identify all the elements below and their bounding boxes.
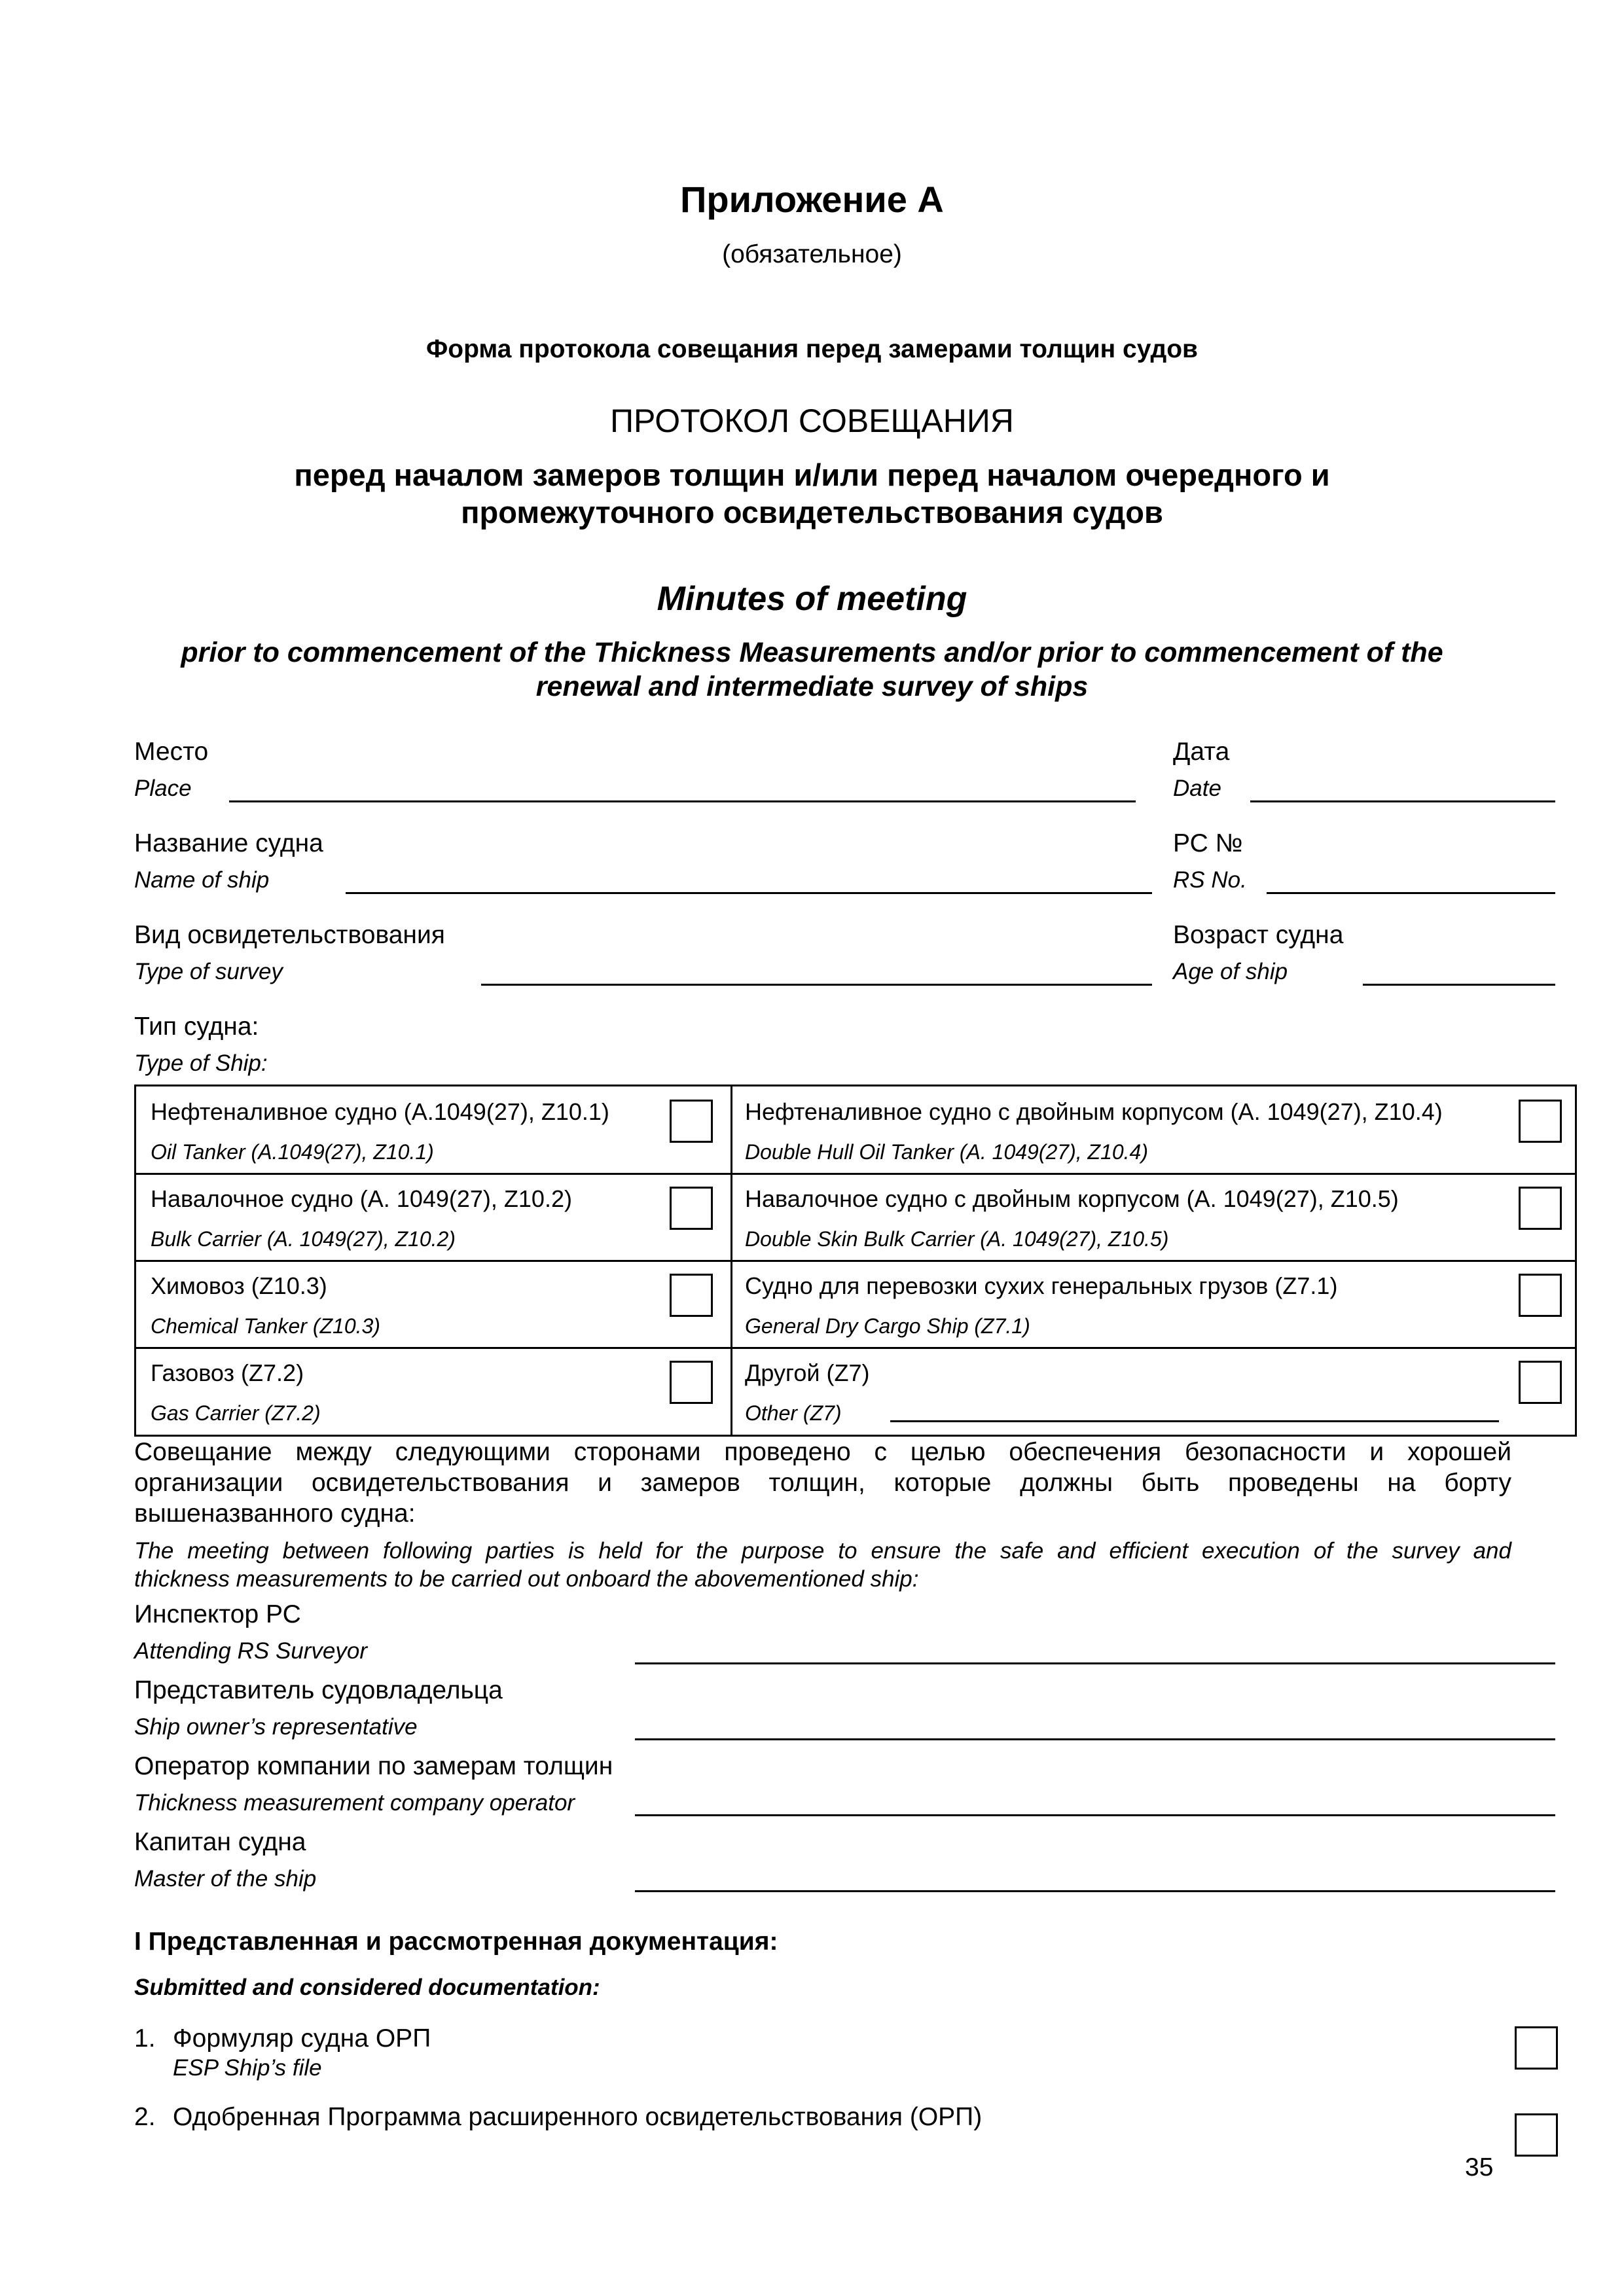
place-label-en: Place bbox=[134, 776, 192, 801]
ship-name-field[interactable] bbox=[346, 892, 1152, 894]
ship-age-field[interactable] bbox=[1363, 984, 1555, 986]
date-field[interactable] bbox=[1250, 800, 1555, 802]
documentation-heading-ru: I Представленная и рассмотренная документация: bbox=[134, 1928, 778, 1956]
subtitle-ru-line2: промежуточного освидетельствования судов bbox=[461, 495, 1163, 529]
ship-type-general-cargo-ru: Судно для перевозки сухих генеральных грузов (Z7.1) bbox=[745, 1272, 1338, 1299]
ship-type-general-cargo-en: General Dry Cargo Ship (Z7.1) bbox=[745, 1314, 1030, 1338]
ship-type-double-hull-en: Double Hull Oil Tanker (A. 1049(27), Z10.4) bbox=[745, 1140, 1148, 1164]
master-field[interactable] bbox=[635, 1890, 1555, 1892]
subtitle-en-line1: prior to commencement of the Thickness Measurements and/or prior to commencement of the bbox=[181, 637, 1443, 668]
ship-type-label-en: Type of Ship: bbox=[134, 1050, 268, 1076]
doc-item-2-ru: Одобренная Программа расширенного освидетельствования (ОРП) bbox=[173, 2103, 983, 2131]
party-master-en: Master of the ship bbox=[134, 1866, 317, 1892]
tm-operator-field[interactable] bbox=[635, 1814, 1555, 1816]
place-field[interactable] bbox=[229, 800, 1136, 802]
ship-type-gas-carrier-en: Gas Carrier (Z7.2) bbox=[151, 1401, 321, 1425]
page-number: 35 bbox=[1465, 2153, 1494, 2181]
doc-item-2-number: 2. bbox=[134, 2103, 156, 2131]
table-row-divider bbox=[136, 1173, 1575, 1175]
form-title: Форма протокола совещания перед замерами толщин судов bbox=[425, 335, 1198, 363]
ship-age-label-en: Age of ship bbox=[1173, 959, 1288, 984]
doc-item-1-number: 1. bbox=[134, 2024, 156, 2053]
ship-type-oil-tanker-en: Oil Tanker (A.1049(27), Z10.1) bbox=[151, 1140, 434, 1164]
ship-type-chemical-tanker-ru: Химовоз (Z10.3) bbox=[151, 1272, 327, 1299]
other-ship-type-field[interactable] bbox=[890, 1420, 1499, 1422]
doc-item-2-checkbox[interactable] bbox=[1515, 2113, 1558, 2157]
ship-type-double-skin-en: Double Skin Bulk Carrier (A. 1049(27), Z10.5) bbox=[745, 1227, 1169, 1251]
ship-type-label-ru: Тип судна: bbox=[134, 1013, 259, 1041]
ship-type-other-ru: Другой (Z7) bbox=[745, 1359, 870, 1386]
party-tm-operator-en: Thickness measurement company operator bbox=[134, 1790, 575, 1816]
subtitle-en-line2: renewal and intermediate survey of ships bbox=[535, 671, 1089, 702]
double-skin-bulk-carrier-checkbox[interactable] bbox=[1519, 1187, 1562, 1230]
rs-no-label-en: RS No. bbox=[1173, 867, 1247, 893]
ship-type-table bbox=[134, 1085, 1577, 1437]
meeting-text-en-line2: thickness measurements to be carried out onboard the abovementioned ship: bbox=[134, 1566, 919, 1592]
other-ship-type-checkbox[interactable] bbox=[1519, 1361, 1562, 1404]
ship-type-bulk-carrier-en: Bulk Carrier (A. 1049(27), Z10.2) bbox=[151, 1227, 456, 1251]
ship-name-label-ru: Название судна bbox=[134, 829, 323, 857]
doc-item-1-ru: Формуляр судна ОРП bbox=[173, 2024, 431, 2053]
ship-type-double-hull-ru: Нефтеналивное судно с двойным корпусом (А. 1049(27), Z10.4) bbox=[745, 1098, 1443, 1125]
survey-type-field[interactable] bbox=[481, 984, 1152, 986]
doc-item-1-en: ESP Ship’s file bbox=[173, 2055, 322, 2081]
ship-type-chemical-tanker-en: Chemical Tanker (Z10.3) bbox=[151, 1314, 380, 1338]
documentation-heading-en: Submitted and considered documentation: bbox=[134, 1975, 600, 2000]
owner-representative-field[interactable] bbox=[635, 1738, 1555, 1740]
title-en: Minutes of meeting bbox=[657, 580, 967, 618]
doc-item-1-checkbox[interactable] bbox=[1515, 2026, 1558, 2070]
appendix-title: Приложение А bbox=[680, 179, 944, 220]
table-row-divider bbox=[136, 1347, 1575, 1349]
meeting-text-en-line1: The meeting between following parties is held for the purpose to ensure the safe and efficient execution of the survey and bbox=[134, 1538, 1511, 1564]
party-owner-rep-ru: Представитель судовладельца bbox=[134, 1676, 503, 1704]
gas-carrier-checkbox[interactable] bbox=[670, 1361, 713, 1404]
rs-no-label-ru: РС № bbox=[1173, 829, 1243, 857]
chemical-tanker-checkbox[interactable] bbox=[670, 1274, 713, 1317]
ship-name-label-en: Name of ship bbox=[134, 867, 270, 893]
rs-no-field[interactable] bbox=[1267, 892, 1555, 894]
table-row-divider bbox=[136, 1260, 1575, 1262]
survey-type-label-en: Type of survey bbox=[134, 959, 283, 984]
bulk-carrier-checkbox[interactable] bbox=[670, 1187, 713, 1230]
ship-type-gas-carrier-ru: Газовоз (Z7.2) bbox=[151, 1359, 304, 1386]
party-rs-surveyor-ru: Инспектор РС bbox=[134, 1600, 301, 1628]
party-master-ru: Капитан судна bbox=[134, 1828, 306, 1856]
meeting-text-ru-line1: Совещание между следующими сторонами проведено с целью обеспечения безопасности и хорошей bbox=[134, 1438, 1511, 1466]
date-label-en: Date bbox=[1173, 776, 1221, 801]
subtitle-ru-line1: перед началом замеров толщин и/или перед началом очередного и bbox=[294, 457, 1330, 492]
appendix-note: (обязательное) bbox=[722, 240, 902, 268]
rs-surveyor-field[interactable] bbox=[635, 1662, 1555, 1664]
ship-age-label-ru: Возраст судна bbox=[1173, 921, 1344, 949]
double-hull-oil-tanker-checkbox[interactable] bbox=[1519, 1100, 1562, 1143]
meeting-text-ru-line2: организации освидетельствования и замеров толщин, которые должны быть проведены на борту bbox=[134, 1469, 1511, 1497]
ship-type-oil-tanker-ru: Нефтеналивное судно (А.1049(27), Z10.1) bbox=[151, 1098, 609, 1125]
place-label-ru: Место bbox=[134, 738, 209, 766]
oil-tanker-checkbox[interactable] bbox=[670, 1100, 713, 1143]
party-tm-operator-ru: Оператор компании по замерам толщин bbox=[134, 1752, 613, 1780]
ship-type-bulk-carrier-ru: Навалочное судно (А. 1049(27), Z10.2) bbox=[151, 1185, 572, 1212]
protocol-title: ПРОТОКОЛ СОВЕЩАНИЯ bbox=[610, 403, 1014, 439]
meeting-text-ru-line3: вышеназванного судна: bbox=[134, 1499, 416, 1528]
party-rs-surveyor-en: Attending RS Surveyor bbox=[134, 1638, 368, 1664]
party-owner-rep-en: Ship owner’s representative bbox=[134, 1714, 418, 1740]
ship-type-double-skin-ru: Навалочное судно с двойным корпусом (А. 1049(27), Z10.5) bbox=[745, 1185, 1399, 1212]
date-label-ru: Дата bbox=[1173, 738, 1230, 766]
survey-type-label-ru: Вид освидетельствования bbox=[134, 921, 445, 949]
ship-type-other-en: Other (Z7) bbox=[745, 1401, 842, 1425]
general-dry-cargo-checkbox[interactable] bbox=[1519, 1274, 1562, 1317]
